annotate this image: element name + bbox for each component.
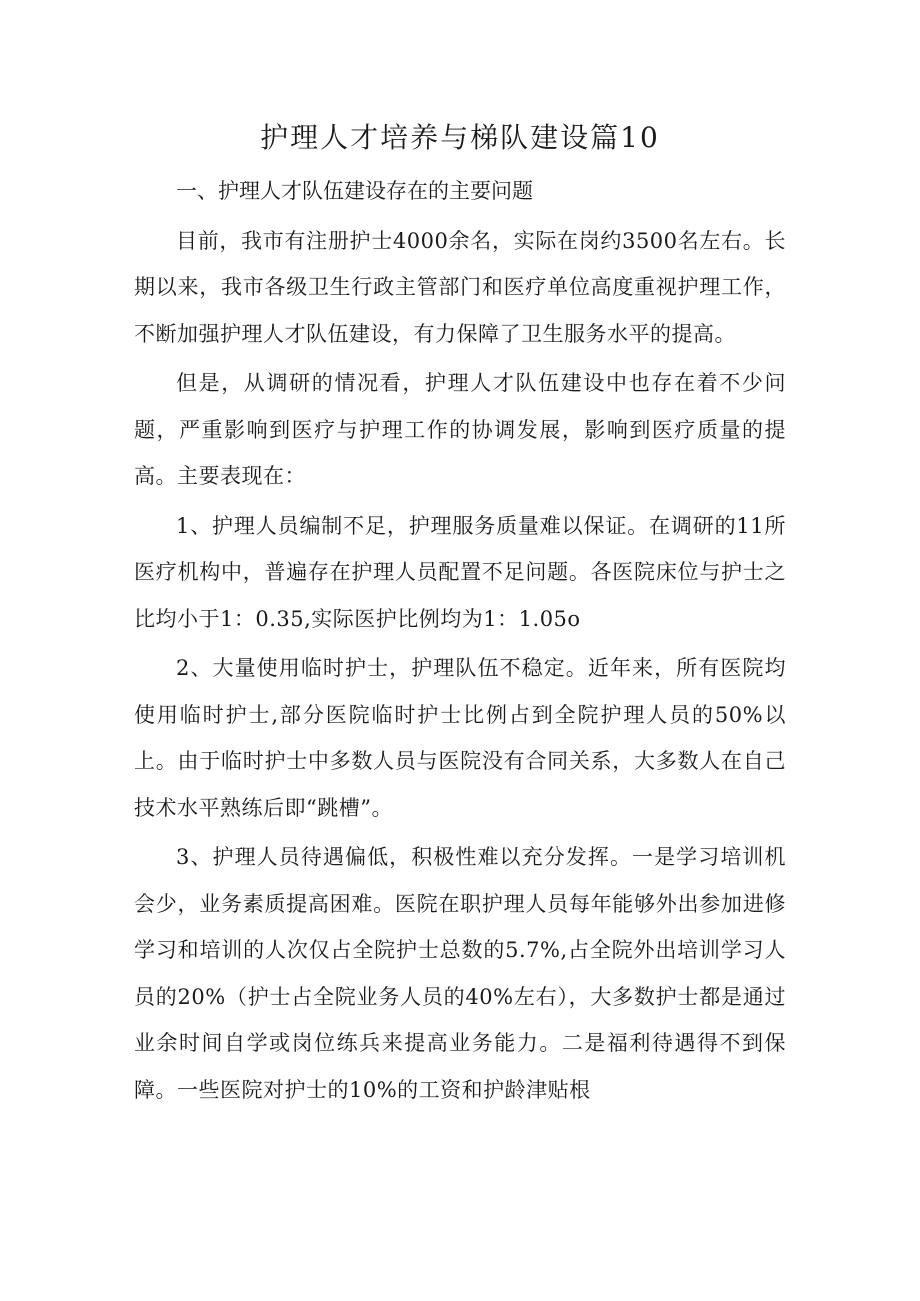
paragraph-problem-2: 2、大量使用临时护士，护理队伍不稳定。近年来，所有医院均使用临时护士,部分医院临时护士比例占到全院护理人员的50%以上。由于临时护士中多数人员与医院没有合同关系，大多数人在自己技术水平熟练后即“跳槽”。 <box>134 656 786 820</box>
document-title: 护理人才培养与梯队建设篇10 <box>260 121 660 154</box>
paragraph-problems-intro: 但是，从调研的情况看，护理人才队伍建设中也存在着不少问题，严重影响到医疗与护理工作的协调发展，影响到医疗质量的提高。主要表现在： <box>134 371 786 488</box>
section-heading: 一、护理人才队伍建设存在的主要问题 <box>176 179 533 203</box>
paragraph-problem-3: 3、护理人员待遇偏低，积极性难以充分发挥。一是学习培训机会少，业务素质提高困难。医院在职护理人员每年能够外出参加进修学习和培训的人次仅占全院护士总数的5.7%,占全院外出培训学习人员的20%（护士占全院业务人员的40%左右），大多数护士都是通过业余时间自学或岗位练兵来提高业务能力。二是福利待遇得不到保障。一些医院对护士的10%的工资和护龄津贴根 <box>134 845 786 1102</box>
paragraph-overview: 目前，我市有注册护士4000余名，实际在岗约3500名左右。长期以来，我市各级卫生行政主管部门和医疗单位高度重视护理工作，不断加强护理人才队伍建设，有力保障了卫生服务水平的提高。 <box>134 228 786 346</box>
paragraph-problem-1: 1、护理人员编制不足，护理服务质量难以保证。在调研的11所医疗机构中，普遍存在护理人员配置不足问题。各医院床位与护士之比均小于1：0.35,实际医护比例均为1：1.05o <box>134 513 786 631</box>
document-body <box>134 168 786 1113</box>
